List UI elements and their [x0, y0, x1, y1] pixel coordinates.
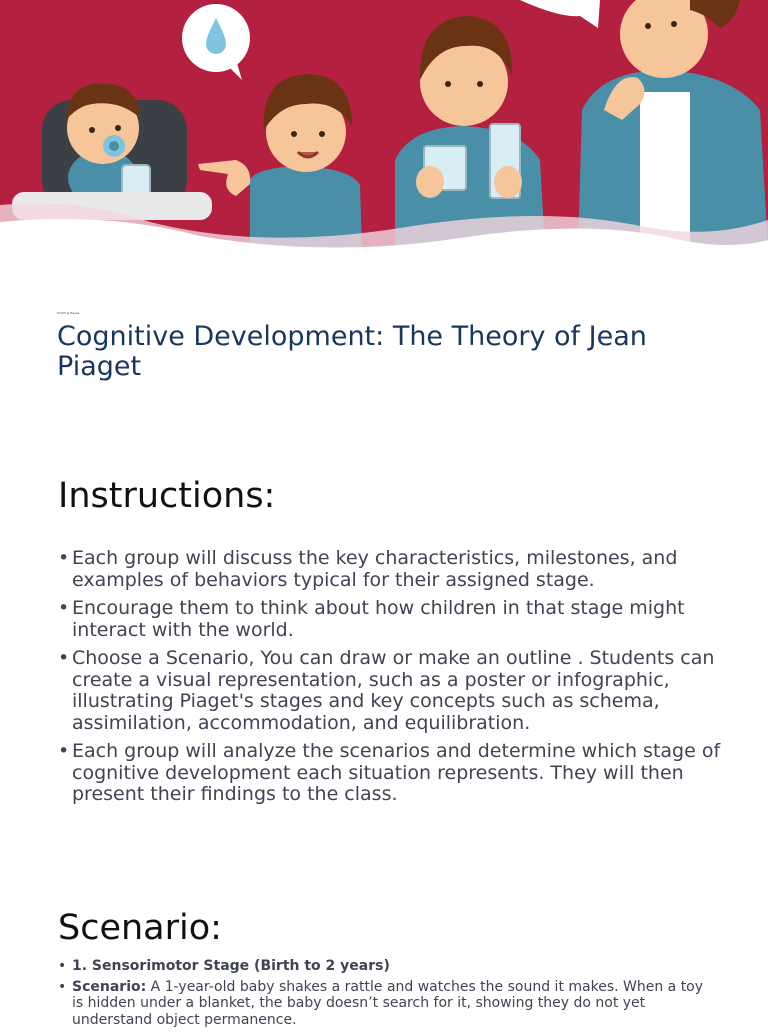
scenario-text: A 1-year-old baby shakes a rattle and watches the sound it makes. When a toy is hidden under a blanket, the baby doesn’t search for it, showing they do not yet understand object permanence. — [72, 978, 704, 1028]
instructions-heading: Instructions: — [58, 476, 276, 516]
scenario-label: Scenario: — [72, 978, 147, 995]
stage-label: 1. Sensorimotor Stage (Birth to 2 years) — [72, 958, 390, 974]
instruction-item: • Choose a Scenario, You can draw or make an outline . Students can create a visual representation, such as a poster or infographic, illustrating Piaget's stages and key concepts such as schema, assimilation, accommodation, and equilibration. — [58, 648, 728, 734]
scenario-list — [58, 958, 708, 1032]
stage-item — [58, 958, 708, 975]
tiny-caption: Smith & Hayes — [57, 311, 80, 315]
scenario-heading: Scenario: — [58, 908, 222, 948]
header-illustration — [0, 0, 768, 250]
scenario-item — [58, 979, 708, 1029]
instruction-item: • Each group will discuss the key characteristics, milestones, and examples of behaviors typical for their assigned stage. — [58, 548, 728, 591]
instruction-item: • Each group will analyze the scenarios and determine which stage of cognitive development each situation represents. They will then present their findings to the class. — [58, 741, 728, 806]
instructions-list — [58, 548, 728, 813]
instruction-item: • Encourage them to think about how children in that stage might interact with the world. — [58, 598, 728, 641]
document-title: Cognitive Development: The Theory of Jean Piaget — [57, 321, 647, 382]
